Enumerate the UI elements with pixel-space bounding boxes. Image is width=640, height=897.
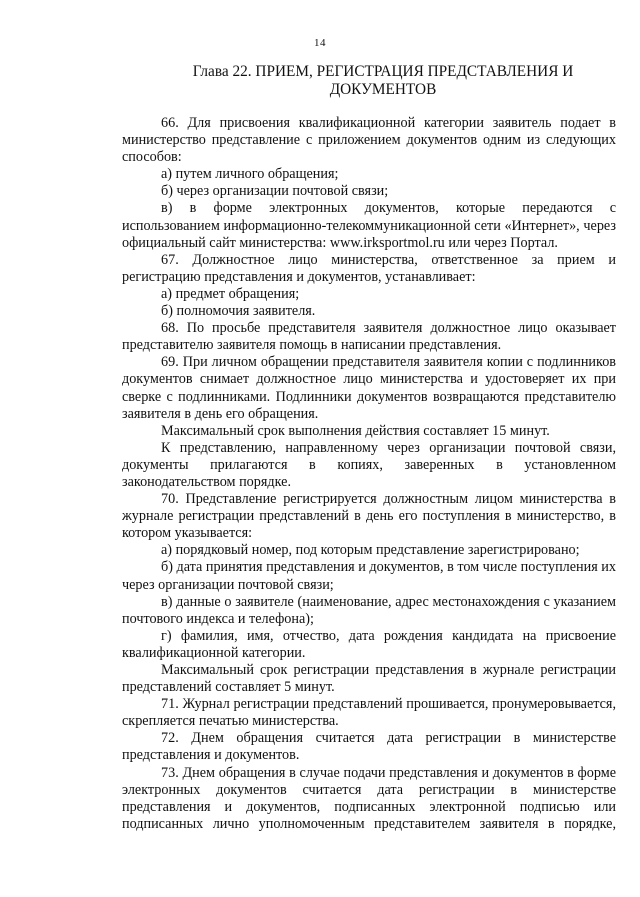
paragraph-66: 66. Для присвоения квалификационной категории заявитель подает в министерство представление с приложением документов одним из следующих способов: xyxy=(122,115,616,166)
paragraph-73: 73. Днем обращения в случае подачи представления и документов в форме электронных документов считается дата регистрации в министерстве представления и документов, подписанных электронной подписью или подписанных лично уполномоченным представителем заявителя в порядке, xyxy=(122,764,616,832)
page-number: 14 xyxy=(314,37,326,49)
paragraph-69: 69. При личном обращении представителя заявителя копии с подлинников документов снимает должностное лицо министерства и удостоверяет их при сверке с подлинниками. Подлинники документов возвращаются представителю заявителя в день его обращения. xyxy=(122,354,616,422)
paragraph-71: 71. Журнал регистрации представлений прошивается, пронумеровывается, скрепляется печатью министерства. xyxy=(122,696,616,730)
paragraph-69-time-limit: Максимальный срок выполнения действия составляет 15 минут. xyxy=(161,422,550,439)
paragraph-68: 68. По просьбе представителя заявителя должностное лицо оказывает представителю заявителя помощь в написании представления. xyxy=(122,320,616,354)
paragraph-66-item-a: а) путем личного обращения; xyxy=(161,166,339,183)
document-body xyxy=(122,115,616,833)
paragraph-70: 70. Представление регистрируется должностным лицом министерства в журнале регистрации представлений в день его поступления в министерство, в котором указывается: xyxy=(122,491,616,542)
paragraph-70-item-b: б) дата принятия представления и документов, в том числе поступления их через организации почтовой связи; xyxy=(122,559,616,593)
chapter-title: Глава 22. ПРИЕМ, РЕГИСТРАЦИЯ ПРЕДСТАВЛЕНИЯ И ДОКУМЕНТОВ xyxy=(192,63,574,98)
paragraph-67-item-a: а) предмет обращения; xyxy=(161,285,300,302)
paragraph-70-time-limit: Максимальный срок регистрации представления в журнале регистрации представлений составляет 5 минут. xyxy=(122,662,616,696)
paragraph-72: 72. Днем обращения считается дата регистрации в министерстве представления и документов. xyxy=(122,730,616,764)
paragraph-66-item-v: в) в форме электронных документов, которые передаются с использованием информационно-телекоммуникационной сети «Интернет», через официальный сайт министерства: www.irksportmol.ru или через Портал. xyxy=(122,200,616,251)
paragraph-70-item-v: в) данные о заявителе (наименование, адрес местонахождения с указанием почтового индекса и телефона); xyxy=(122,593,616,627)
paragraph-70-item-g: г) фамилия, имя, отчество, дата рождения кандидата на присвоение квалификационной категории. xyxy=(122,627,616,661)
paragraph-69-postal: К представлению, направленному через организации почтовой связи, документы прилагаются в копиях, заверенных в установленном законодательством порядке. xyxy=(122,439,616,490)
paragraph-70-item-a: а) порядковый номер, под которым представление зарегистрировано; xyxy=(161,542,580,559)
paragraph-67-item-b: б) полномочия заявителя. xyxy=(161,303,316,320)
paragraph-66-item-b: б) через организации почтовой связи; xyxy=(161,183,389,200)
paragraph-67: 67. Должностное лицо министерства, ответственное за прием и регистрацию представления и документов, устанавливает: xyxy=(122,251,616,285)
